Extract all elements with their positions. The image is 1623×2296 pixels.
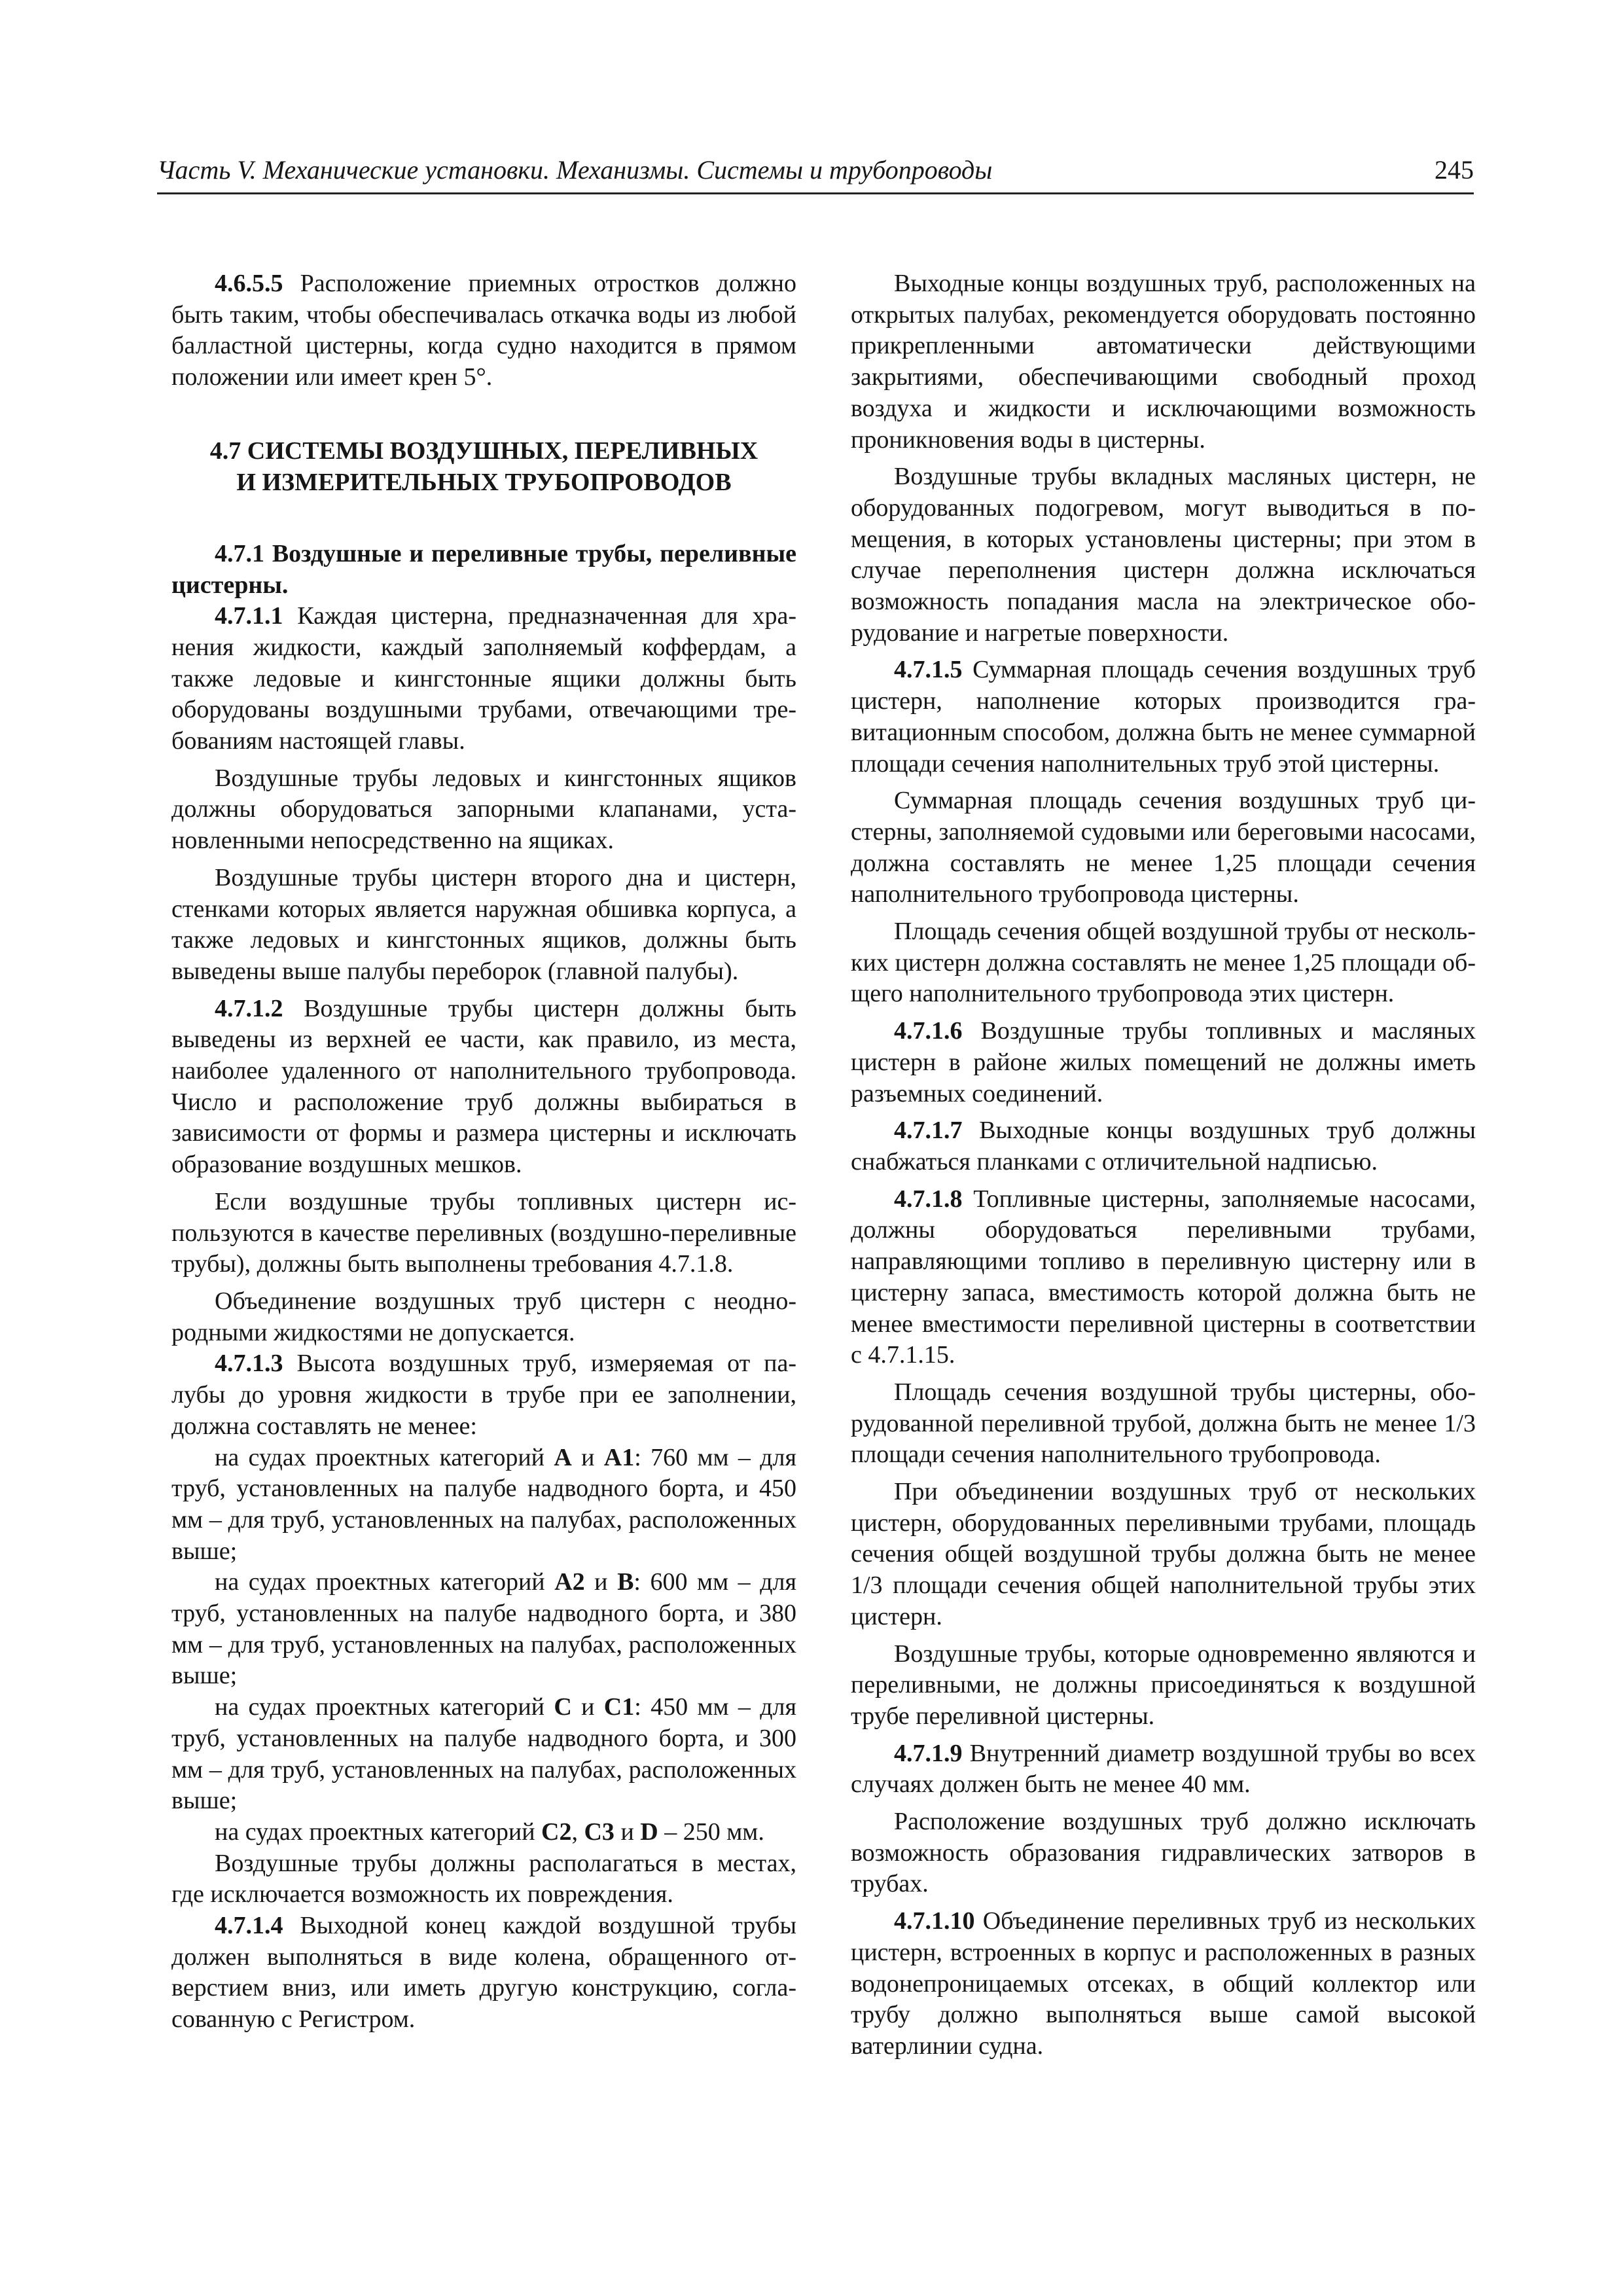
page-header [157,152,1474,194]
category-label: D [640,1818,658,1846]
category-label: C [554,1693,572,1721]
paragraph-4-7-1-1 [171,601,796,757]
list-text: и [584,1568,618,1596]
paragraph-text: Внутренний диаметр воздушной трубы во всех случаях должен быть не менее 40 мм. [851,1739,1476,1799]
list-item-category-a2 [171,1567,796,1692]
paragraph: Площадь сечения воздушной трубы цистерны, оборудованной переливной трубой, должна быть не менее 1/3 площади сечения наполнительного трубопровода. [851,1378,1476,1469]
paragraph-text: Воздушные трубы цистерн должны быть выведены из верхней ее части, как правило, из места, наиболее удаленного от наполнительного трубопровода. Число и расположение труб должны выбираться в зависимости от формы и размера цистерны и исключать образование воздушных мешков. [171,994,796,1179]
paragraph: Воздушные трубы цистерн второго дна и цистерн, стенками которых является наружная обшивка корпуса, а также ледовых и кингстонных ящиков, должны быть выведены выше палубы переборок (главной палубы). [171,863,796,985]
category-label: A [554,1443,572,1471]
paragraph: Площадь сечения общей воздушной трубы от нескольких цистерн должна составлять не менее 1,25 площади общего наполнительного трубопровода этих цистерн. [851,918,1476,1008]
clause-number: 4.7.1.2 [215,994,283,1022]
paragraph: Выходные концы воздушных труб, расположенных на открытых палубах, рекомендуется оборудовать постоянно прикрепленными автоматически действующими закрытиями, обеспечивающими свободный проход воздуха и жидкости и исключающими возможность проникновения воды в цистерны. [851,270,1476,454]
paragraph-4-6-5-5 [171,268,796,393]
clause-number: 4.7.1.9 [894,1739,963,1767]
paragraph-text: Расположение приемных отростков должно быть таким, чтобы обеспечивалась откачка воды из любой балластной цистерны, когда судно находится в прямом положении или имеет крен 5°. [171,270,796,391]
list-text: : 760 мм – для труб, установленных на палубе надводного борта, и 450 мм – для труб, установленных на палубах, расположенных выше; [171,1443,796,1565]
paragraph-4-7-1-9 [851,1738,1476,1801]
category-label: C2 [541,1818,572,1846]
list-text: на судах проектных категорий [215,1568,555,1596]
paragraph-4-7-1-8 [851,1184,1476,1371]
paragraph: Объединение воздушных труб цистерн с неоднородными жидкостями не допускается. [171,1287,796,1346]
section-heading-4-7 [171,435,796,498]
paragraph: Воздушные трубы ледовых и кингстонных ящиков должны оборудоваться запорными клапанами, установленными непосредственно на ящиках. [171,764,796,855]
left-column [171,268,796,2041]
right-column [851,268,1476,2068]
clause-number: 4.7.1.6 [894,1017,963,1045]
category-label: B [617,1568,634,1596]
clause-number: 4.7.1.8 [894,1185,963,1213]
clause-number: 4.7.1.1 [215,602,283,630]
clause-number: 4.7.1.4 [215,1912,283,1940]
paragraph-4-7-1-6 [851,1016,1476,1109]
list-text: на судах проектных категорий [215,1818,542,1846]
list-text: и [571,1443,604,1471]
paragraph-text: Топливные цистерны, заполняемые насосами, должны оборудоваться переливными трубами, направляющими топливо в переливную цистерну или в цистерну запаса, вместимость которой должна быть не менее вместимости переливной цистерны в соответствии с 4.7.1.15. [851,1185,1476,1369]
list-text: на судах проектных категорий [215,1443,554,1471]
paragraph-4-7-1-4 [171,1910,796,2036]
list-text: и [614,1818,641,1846]
list-text: : 600 мм – для труб, установленных на палубе надводного борта, и 380 мм – для труб, установленных на палубах, расположенных выше; [171,1568,796,1690]
category-label: C1 [603,1693,635,1721]
list-text: – 250 мм. [658,1818,764,1846]
paragraph-4-7-1-10 [851,1906,1476,2062]
paragraph: Если воздушные трубы топливных цистерн используются в качестве переливных (воздушно-переливные трубы), должны быть выполнены требования 4.7.1.8. [171,1187,796,1278]
paragraph-4-7-1-2 [171,994,796,1181]
running-title: Часть V. Механические установки. Механизмы. Системы и трубопроводы [157,155,993,185]
category-label: C3 [584,1818,615,1846]
list-text: , [571,1818,584,1846]
clause-number: 4.7.1.10 [894,1907,975,1935]
paragraph: При объединении воздушных труб от нескольких цистерн, оборудованных переливными трубами, площадь сечения общей воздушной трубы должна быть не менее 1/3 площади сечения общей наполнительной трубы этих цистерн. [851,1478,1476,1630]
paragraph: Расположение воздушных труб должно исключать возможность образования гидравлических затворов в трубах. [851,1808,1476,1898]
paragraph-text: Выходные концы воздушных труб должны снабжаться планками с отличительной надписью. [851,1117,1476,1175]
category-label: A2 [554,1568,585,1596]
subsection-heading-4-7-1: 4.7.1 Воздушные и переливные трубы, переливные цистерны. [171,539,796,599]
paragraph-text: Объединение переливных труб из нескольких цистерн, встроенных в корпус и расположенных в разных водонепроницаемых отсеках, в общий коллектор или трубу должно выполняться выше самой высокой ватерлинии судна. [851,1907,1476,2060]
paragraph-text: Выходной конец каждой воздушной трубы должен выполняться в виде колена, обращенного отверстием вниз, или иметь другую конструкцию, согласованную с Регистром. [171,1912,796,2034]
paragraph: Суммарная площадь сечения воздушных труб цистерны, заполняемой судовыми или береговыми насосами, должна составлять не менее 1,25 площади сечения наполнительного трубопровода цистерны. [851,787,1476,908]
list-text: на судах проектных категорий [215,1693,554,1721]
list-text: : 450 мм – для труб, установленных на палубе надводного борта, и 300 мм – для труб, установленных на палубах, расположенных выше; [171,1693,796,1815]
section-title-line-1: 4.7 СИСТЕМЫ ВОЗДУШНЫХ, ПЕРЕЛИВНЫХ [209,437,758,465]
paragraph-text: Высота воздушных труб, измеряемая от палубы до уровня жидкости в трубе при ее заполнении, должна составлять не менее: [171,1350,796,1440]
list-item-category-c2 [171,1817,796,1848]
list-item-category-c [171,1692,796,1817]
paragraph-4-7-1-5 [851,655,1476,780]
clause-number: 4.6.5.5 [215,270,283,297]
page-number: 245 [1435,155,1474,185]
category-label: A1 [603,1443,635,1471]
paragraph-text: Каждая цистерна, предназначенная для хранения жидкости, каждый заполняемый коффердам, а также ледовые и кингстонные ящики должны быть оборудованы воздушными трубами, отвечающими требованиям настоящей главы. [171,602,796,755]
list-item-category-a [171,1443,796,1568]
paragraph: Воздушные трубы должны располагаться в местах, где исключается возможность их повреждения. [171,1849,796,1909]
clause-number: 4.7.1.7 [894,1117,963,1145]
clause-number: 4.7.1.5 [894,656,963,684]
paragraph-4-7-1-3 [171,1348,796,1442]
section-title-line-2: И ИЗМЕРИТЕЛЬНЫХ ТРУБОПРОВОДОВ [236,468,732,496]
paragraph-text: Воздушные трубы топливных и масляных цистерн в районе жилых помещений не должны иметь разъемных соединений. [851,1017,1476,1107]
paragraph-4-7-1-7 [851,1115,1476,1177]
clause-number: 4.7.1.3 [215,1350,283,1378]
paragraph: Воздушные трубы вкладных масляных цистерн, не оборудованных подогревом, могут выводиться в помещения, в которых установлены цистерны; при этом в случае переполнения цистерн должна исключаться возможность попадания масла на электрическое оборудование и нагретые поверхности. [851,463,1476,647]
paragraph-text: Суммарная площадь сечения воздушных труб цистерн, наполнение которых производится гравитационным способом, должна быть не менее суммарной площади сечения наполнительных труб этой цистерны. [851,656,1476,778]
list-text: и [571,1693,604,1721]
paragraph: Воздушные трубы, которые одновременно являются и переливными, не должны присоединяться к воздушной трубе переливной цистерны. [851,1640,1476,1730]
